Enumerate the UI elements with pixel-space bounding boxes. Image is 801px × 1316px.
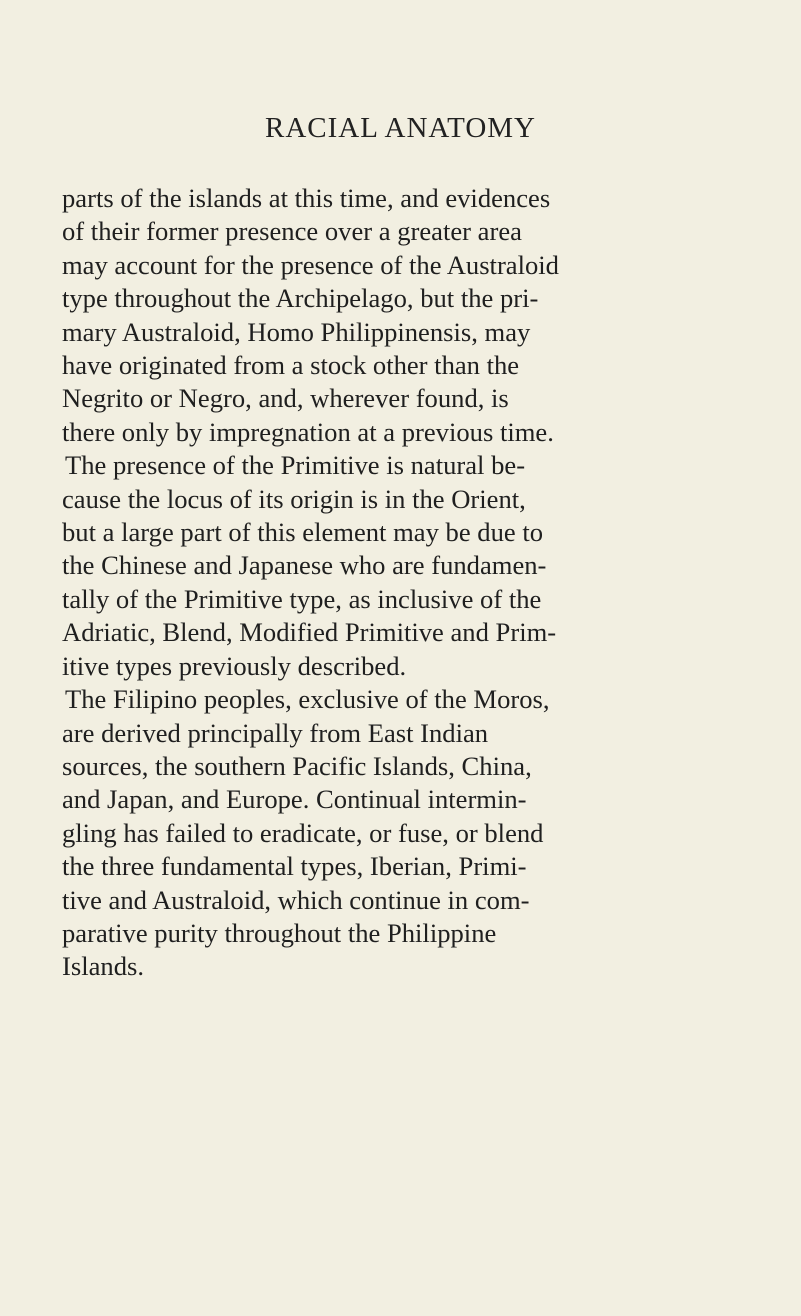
text-line: and Japan, and Europe. Continual intermin- (62, 784, 527, 815)
text-line: The Filipino peoples, exclusive of the Moros, (65, 684, 550, 715)
text-line: sources, the southern Pacific Islands, China, (62, 750, 532, 781)
text-line: Negrito or Negro, and, wherever found, is (62, 383, 509, 414)
text-line: have originated from a stock other than the (62, 350, 520, 381)
text-line: type throughout the Archipelago, but the pri- (62, 283, 539, 314)
text-line: parts of the islands at this time, and evidences (62, 183, 551, 213)
text-line: of their former presence over a greater area (62, 216, 522, 247)
text-line: itive types previously described. (62, 650, 407, 681)
text-line: tally of the Primitive type, as inclusive of the (62, 583, 542, 614)
body-text (62, 182, 732, 984)
text-line: may account for the presence of the Australoid (62, 249, 559, 280)
text-line: but a large part of this element may be due to (62, 517, 543, 548)
text-line: The presence of the Primitive is natural be- (65, 450, 526, 481)
text-line: parative purity throughout the Philippine (62, 917, 497, 948)
text-line: gling has failed to eradicate, or fuse, or blend (62, 817, 544, 848)
text-line: there only by impregnation at a previous time. (62, 416, 554, 447)
text-line: mary Australoid, Homo Philippinensis, may (62, 316, 531, 347)
text-line: the Chinese and Japanese who are fundamen- (62, 550, 547, 581)
text-line: are derived principally from East Indian (62, 717, 489, 748)
text-line: Adriatic, Blend, Modified Primitive and Prim- (62, 617, 557, 648)
text-line: the three fundamental types, Iberian, Primi- (62, 851, 527, 882)
running-head: RACIAL ANATOMY (265, 112, 536, 144)
text-line: tive and Australoid, which continue in com- (62, 884, 530, 915)
text-line: Islands. (62, 951, 144, 982)
text-line: cause the locus of its origin is in the Orient, (62, 483, 526, 514)
